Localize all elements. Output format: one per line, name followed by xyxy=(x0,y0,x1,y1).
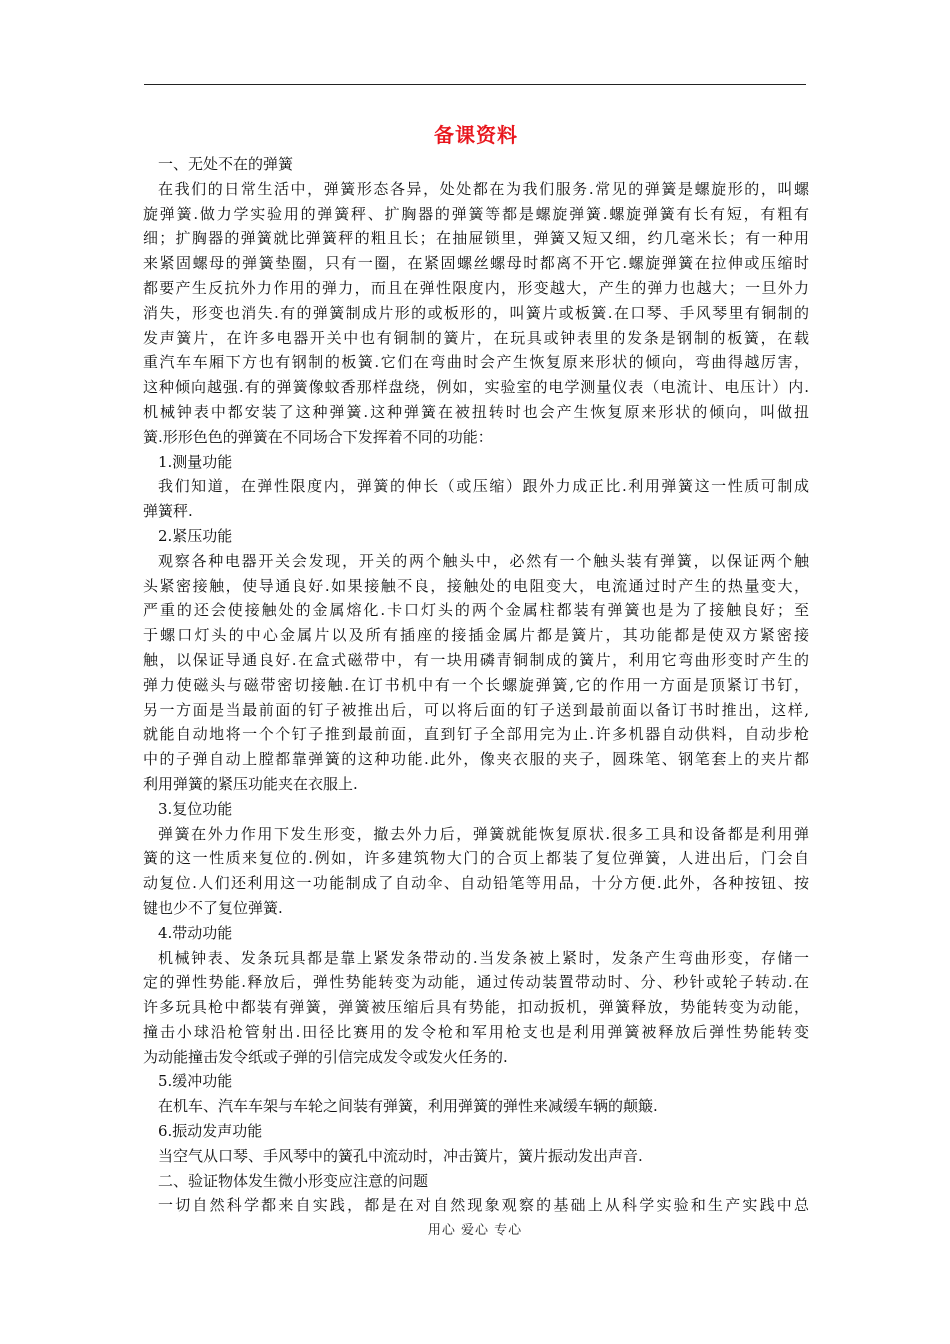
text-line: 一、无处不在的弹簧 xyxy=(158,155,294,173)
text-line: 为动能撞击发令纸或子弹的引信完成发令或发火任务的. xyxy=(143,1047,508,1066)
text-line: 2.紧压功能 xyxy=(158,526,233,545)
page-footer: 用心 爱心 专心 xyxy=(427,1223,523,1238)
text-line: 1.测量功能 xyxy=(158,452,233,471)
text-line: 消失，形变也消失.有的弹簧制成片形的或板形的，叫簧片或板簧.在口琴、手风琴里有铜制的 xyxy=(143,303,809,322)
text-line: 簧的这一性质来复位的.例如，许多建筑物大门的合页上都装了复位弹簧，人进出后，门会自 xyxy=(143,849,809,868)
text-line: 观察各种电器开关会发现，开关的两个触头中，必然有一个触头装有弹簧，以保证两个触 xyxy=(158,551,809,570)
text-line: 4.带动功能 xyxy=(158,923,233,942)
text-line: 机械钟表中都安装了这种弹簧.这种弹簧在被扭转时也会产生恢复原来形状的倾向，叫做扭 xyxy=(143,402,809,421)
header-rule xyxy=(144,84,806,85)
text-line: 这种倾向越强.有的弹簧像蚊香那样盘绕，例如，实验室的电学测量仪表（电流计、电压计）内. xyxy=(143,378,809,397)
text-line: 5.缓冲功能 xyxy=(158,1072,233,1091)
text-line: 都要产生反抗外力作用的弹力，而且在弹性限度内，形变越大，产生的弹力也越大；一旦外力 xyxy=(143,278,809,297)
page-title: 备课资料 xyxy=(434,123,518,147)
text-line: 6.振动发声功能 xyxy=(158,1122,263,1141)
text-line: 许多玩具枪中都装有弹簧，弹簧被压缩后具有势能，扣动扳机，弹簧释放，势能转变为动能， xyxy=(143,998,809,1017)
text-line: 机械钟表、发条玩具都是靠上紧发条带动的.当发条被上紧时，发条产生弯曲形变，存储一 xyxy=(158,948,809,967)
text-line: 一切自然科学都来自实践，都是在对自然现象观察的基础上从科学实验和生产实践中总 xyxy=(158,1196,809,1215)
text-line: 头紧密接触，使导通良好.如果接触不良，接触处的电阻变大，电流通过时产生的热量变大， xyxy=(143,576,809,595)
text-line: 弹簧秤. xyxy=(143,502,193,521)
text-line: 于螺口灯头的中心金属片以及所有插座的接插金属片都是簧片，其功能都是使双方紧密接 xyxy=(143,626,809,645)
text-line: 键也少不了复位弹簧. xyxy=(143,898,283,917)
text-line: 在机车、汽车车架与车轮之间装有弹簧，利用弹簧的弹性来减缓车辆的颠簸. xyxy=(158,1097,658,1116)
document-body xyxy=(143,120,809,1218)
text-line: 动复位.人们还利用这一功能制成了自动伞、自动铅笔等用品，十分方便.此外，各种按钮、按 xyxy=(143,874,809,893)
text-line: 重汽车车厢下方也有钢制的板簧.它们在弯曲时会产生恢复原来形状的倾向，弯曲得越厉害， xyxy=(143,353,809,372)
body-text xyxy=(143,152,809,1218)
text-line: 利用弹簧的紧压功能夹在衣服上. xyxy=(143,774,358,793)
text-line: 细；扩胸器的弹簧就比弹簧秤的粗且长；在抽屉锁里，弹簧又短又细，约几毫米长；有一种用 xyxy=(143,229,809,248)
text-line: 另一方面是当最前面的钉子被推出后，可以将后面的钉子送到最前面以备订书时推出，这样, xyxy=(143,700,809,719)
text-line: 二、验证物体发生微小形变应注意的问题 xyxy=(158,1171,429,1190)
text-line: 触，以保证导通良好.在盒式磁带中，有一块用磷青铜制成的簧片，利用它弯曲形变时产生的 xyxy=(143,650,809,669)
text-line: 中的子弹自动上膛都靠弹簧的这种功能.此外，像夹衣服的夹子，圆珠笔、钢笔套上的夹片都 xyxy=(143,750,809,769)
text-line: 发声簧片，在许多电器开关中也有铜制的簧片，在玩具或钟表里的发条是钢制的板簧，在载 xyxy=(143,328,809,347)
text-line: 弹力使磁头与磁带密切接触.在订书机中有一个长螺旋弹簧,它的作用一方面是顶紧订书钉， xyxy=(143,675,809,694)
text-line: 旋弹簧.做力学实验用的弹簧秤、扩胸器的弹簧等都是螺旋弹簧.螺旋弹簧有长有短，有粗有 xyxy=(143,204,809,223)
text-line: 撞击小球沿枪管射出.田径比赛用的发令枪和军用枪支也是利用弹簧被释放后弹性势能转变 xyxy=(143,1022,809,1041)
text-line: 在我们的日常生活中，弹簧形态各异，处处都在为我们服务.常见的弹簧是螺旋形的，叫螺 xyxy=(158,179,809,198)
text-line: 来紧固螺母的弹簧垫圈，只有一圈，在紧固螺丝螺母时都离不开它.螺旋弹簧在拉伸或压缩时 xyxy=(143,254,809,273)
text-line: 我们知道，在弹性限度内，弹簧的伸长（或压缩）跟外力成正比.利用弹簧这一性质可制成 xyxy=(158,477,809,496)
text-line: 簧.形形色色的弹簧在不同场合下发挥着不同的功能： xyxy=(143,427,493,446)
text-line: 定的弹性势能.释放后，弹性势能转变为动能，通过传动装置带动时、分、秒针或轮子转动.在 xyxy=(143,973,809,992)
text-line: 就能自动地将一个个钉子推到最前面，直到钉子全部用完为止.许多机器自动供料，自动步枪 xyxy=(143,725,809,744)
text-line: 当空气从口琴、手风琴中的簧孔中流动时，冲击簧片，簧片振动发出声音. xyxy=(158,1146,643,1165)
text-line: 3.复位功能 xyxy=(158,799,233,818)
text-line: 严重的还会使接触处的金属熔化.卡口灯头的两个金属柱都装有弹簧也是为了接触良好；至 xyxy=(143,601,809,620)
text-line: 弹簧在外力作用下发生形变，撤去外力后，弹簧就能恢复原状.很多工具和设备都是利用弹 xyxy=(158,824,809,843)
